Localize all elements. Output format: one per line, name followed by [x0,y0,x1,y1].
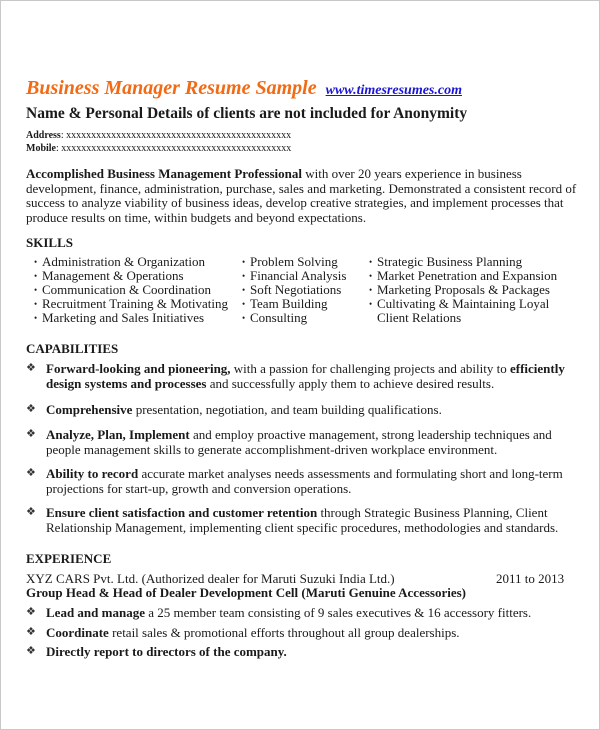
bullet-icon: • [34,271,38,281]
summary-bold: Accomplished Business Management Professional [26,166,303,181]
skill-item: • Consulting [242,310,308,325]
diamond-bullet-icon: ❖ [26,467,36,479]
capability-item: ❖ Comprehensive presentation, negotiation, and team building qualifications. [26,402,442,417]
skill-item-continuation: Client Relations [377,310,462,325]
bullet-icon: • [34,313,38,323]
experience-item: ❖ Directly report to directors of the company. [26,644,287,659]
summary-text: with over 20 years experience in business development, finance, administration, purchase, sales and marketing. Demonstrated a consistent record of success to analyze viability of business ideas, develop creative strategies, and implement processes that produce results on time, within budgets and beyond expectations. [26,166,577,225]
diamond-bullet-icon: ❖ [26,606,36,618]
skill-item: • Marketing Proposals & Packages [369,282,550,297]
skill-item: • Recruitment Training & Motivating [34,296,228,311]
capability-item: ❖ Ensure client satisfaction and customer retention through Strategic Business Planning, Client Relationship Management, implementing client specific procedures, methodologies and standards. [26,505,559,535]
bullet-icon: • [34,285,38,295]
diamond-bullet-icon: ❖ [26,506,36,518]
capability-item: ❖ Ability to record accurate market analyses needs assessments and formulating short and long-term projections for start-up, growth and conversion operations. [26,466,563,496]
skill-item: • Strategic Business Planning [369,254,523,269]
bullet-icon: • [369,285,373,295]
mobile-value: : xxxxxxxxxxxxxxxxxxxxxxxxxxxxxxxxxxxxxxxxxxxxxx [56,143,292,154]
experience-heading: EXPERIENCE [26,551,112,566]
company-name: XYZ CARS Pvt. Ltd. (Authorized dealer for Maruti Suzuki India Ltd.) [26,571,395,586]
title-text: Business Manager Resume Sample [26,77,317,99]
diamond-bullet-icon: ❖ [26,428,36,440]
skill-item: • Marketing and Sales Initiatives [34,310,205,325]
address-line [26,130,291,141]
skill-item: • Communication & Coordination [34,282,211,297]
skill-item: • Management & Operations [34,268,184,283]
bullet-icon: • [242,271,246,281]
job-role: Group Head & Head of Dealer Development Cell (Maruti Genuine Accessories) [26,585,467,600]
skills-column-2 [242,255,346,325]
skill-item: • Cultivating & Maintaining Loyal [369,296,550,311]
resume-title [26,77,462,100]
skill-item: • Soft Negotiations [242,282,342,297]
bullet-icon: • [242,257,246,267]
skills-column-3 [369,255,557,324]
address-label: Address [26,130,61,141]
website-link[interactable]: www.timesresumes.com [325,83,462,98]
diamond-bullet-icon: ❖ [26,403,36,415]
bullet-icon: • [34,299,38,309]
mobile-label: Mobile [26,143,56,154]
capability-item: ❖ Analyze, Plan, Implement and employ proactive management, strong leadership techniques and people management skills to generate accomplishment-driven workplace environment. [26,427,552,457]
skill-item: • Administration & Organization [34,254,205,269]
experience-item: ❖ Lead and manage a 25 member team consisting of 9 sales executives & 16 accessory fitters. [26,605,532,620]
address-value: : xxxxxxxxxxxxxxxxxxxxxxxxxxxxxxxxxxxxxxxxxxxxx [60,130,292,141]
skill-item: • Team Building [242,296,328,311]
bullet-icon: • [369,299,373,309]
diamond-bullet-icon: ❖ [26,626,36,638]
skill-item: • Problem Solving [242,254,338,269]
bullet-icon: • [369,257,373,267]
bullet-icon: • [242,285,246,295]
anonymity-notice: Name & Personal Details of clients are not included for Anonymity [26,105,468,122]
bullet-icon: • [369,271,373,281]
skills-column-1 [34,255,228,325]
bullet-icon: • [34,257,38,267]
capability-item: ❖ Forward-looking and pioneering, with a passion for challenging projects and ability to efficiently design systems and processes and successfully apply them to achieve desired results. [26,361,565,391]
bullet-icon: • [242,299,246,309]
bullet-icon: • [242,313,246,323]
experience-item: ❖ Coordinate retail sales & promotional efforts throughout all group dealerships. [26,625,460,640]
professional-summary [26,167,586,225]
capabilities-heading: CAPABILITIES [26,341,119,356]
mobile-line [26,143,291,154]
skill-item: • Financial Analysis [242,268,347,283]
employment-dates: 2011 to 2013 [496,571,565,586]
diamond-bullet-icon: ❖ [26,645,36,657]
skill-item: • Market Penetration and Expansion [369,268,558,283]
skills-heading: SKILLS [26,235,73,250]
diamond-bullet-icon: ❖ [26,362,36,374]
